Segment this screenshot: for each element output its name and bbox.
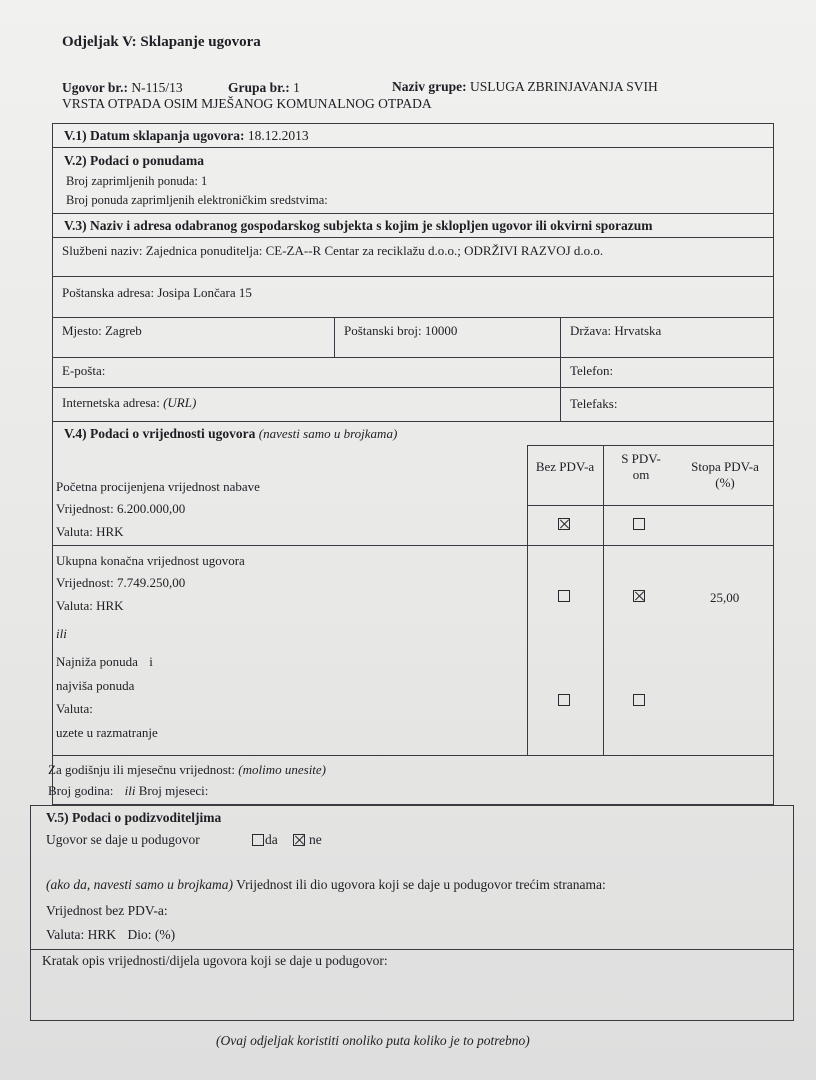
group-no <box>228 80 300 96</box>
final-currency-row <box>56 598 124 614</box>
section-title: Odjeljak V: Sklapanje ugovora <box>62 34 261 50</box>
v5-description-label: Kratak opis vrijednosti/dijela ugovora koji se daje u podugovor: <box>42 953 388 968</box>
v3-label: V.3) Naziv i adresa odabranog gospodarskog subjekta s kojim je sklopljen ugovor ili okvirni sporazum <box>64 218 653 233</box>
v4-label-hint: (navesti samo u brojkama) <box>258 426 398 441</box>
v1-label: V.1) Datum sklapanja ugovora: <box>64 128 245 143</box>
v5-currency-row <box>46 927 175 943</box>
initial-currency: HRK <box>96 524 124 539</box>
initial-title: Početna procijenjena vrijednost nabave <box>56 479 260 494</box>
lowest-bid-label: Najniža ponuda <box>56 654 138 669</box>
final-with-vat-checkbox[interactable] <box>633 590 645 602</box>
lowest-bid-row <box>56 654 153 670</box>
years-row <box>48 783 208 799</box>
v2-electronic-label: Broj ponuda zaprimljenih elektroničkim sredstvima: <box>66 193 328 207</box>
country-value: Hrvatska <box>614 323 662 338</box>
months-label: Broj mjeseci: <box>138 783 209 798</box>
v3-official-name <box>62 243 603 259</box>
initial-value: 6.200.000,00 <box>116 501 186 516</box>
contract-header-line1 <box>62 80 183 96</box>
group-no-value: 1 <box>293 80 300 95</box>
v5-label: V.5) Podaci o podizvoditeljima <box>46 810 222 825</box>
yes-label: da <box>265 832 278 847</box>
v3-postal-address <box>62 285 252 301</box>
final-currency: HRK <box>96 598 124 613</box>
subcontract-no-checkbox[interactable] <box>293 834 305 846</box>
postal-code-value: 10000 <box>424 323 458 338</box>
considered-label: uzete u razmatranje <box>56 725 158 740</box>
annual-label: Za godišnju ili mjesečnu vrijednost: <box>48 762 236 777</box>
contract-no-label: Ugovor br.: <box>62 80 129 95</box>
group-name-line2: VRSTA OTPADA OSIM MJEŠANOG KOMUNALNOG OTPADA <box>62 96 432 111</box>
initial-value-label: Vrijednost: <box>56 501 114 516</box>
official-name-label: Službeni naziv: <box>62 243 143 258</box>
years-label: Broj godina: <box>48 783 114 798</box>
country-label: Država: <box>570 323 612 338</box>
web-label: Internetska adresa: <box>62 395 160 410</box>
v5-currency-label: Valuta: <box>46 927 85 942</box>
group-name-value: USLUGA ZBRINJAVANJA SVIH <box>470 79 658 94</box>
final-without-vat-checkbox[interactable] <box>558 590 570 602</box>
v3-web <box>62 395 196 411</box>
v4-label: V.4) Podaci o vrijednosti ugovora <box>64 426 256 441</box>
fax-label: Telefaks: <box>570 396 618 411</box>
v5-share-label: Dio: <box>127 927 152 942</box>
city-label: Mjesto: <box>62 323 102 338</box>
no-label: ne <box>309 832 322 847</box>
v3-postal-code <box>344 323 457 339</box>
initial-currency-label: Valuta: <box>56 524 93 539</box>
v5-value-label: Vrijednost bez PDV-a: <box>46 903 168 918</box>
initial-value-row <box>56 501 185 517</box>
final-title: Ukupna konačna vrijednost ugovora <box>56 553 245 568</box>
annual-row <box>48 762 326 778</box>
v5-hint: (ako da, navesti samo u brojkama) <box>46 877 233 892</box>
postal-address-value: Josipa Lončara 15 <box>157 285 252 300</box>
v3-country <box>570 323 661 339</box>
initial-currency-row <box>56 524 124 540</box>
web-hint: (URL) <box>163 395 197 410</box>
v2-received <box>66 174 207 189</box>
v5-hint-rest: Vrijednost ili dio ugovora koji se daje u podugovor trećim stranama: <box>236 877 606 892</box>
v5-hint-row <box>46 877 606 893</box>
col-without-vat: Bez PDV-a <box>535 459 595 474</box>
col-vat-rate: Stopa PDV-a (%) <box>691 459 759 490</box>
postal-address-label: Poštanska adresa: <box>62 285 155 300</box>
subcontract-label: Ugovor se daje u podugovor <box>46 832 200 847</box>
phone-label: Telefon: <box>570 363 614 378</box>
v2-received-label: Broj zaprimljenih ponuda: <box>66 174 198 188</box>
group-no-label: Grupa br.: <box>228 80 290 95</box>
v5-currency: HRK <box>87 927 117 942</box>
footer-note: (Ovaj odjeljak koristiti onoliko puta koliko je to potrebno) <box>216 1033 530 1048</box>
years-or: ili <box>124 783 136 798</box>
initial-without-vat-checkbox[interactable] <box>558 518 570 530</box>
final-vat-rate: 25,00 <box>710 590 740 605</box>
range-with-vat-checkbox[interactable] <box>633 694 645 706</box>
col-with-vat: S PDV-om <box>621 451 661 482</box>
or-label: ili <box>56 626 67 641</box>
v3-city <box>62 323 142 339</box>
v2-label: V.2) Podaci o ponudama <box>64 153 205 168</box>
postal-code-label: Poštanski broj: <box>344 323 422 338</box>
v4-heading <box>64 426 397 442</box>
v1-date: 18.12.2013 <box>247 128 309 143</box>
group-name-label: Naziv grupe: <box>392 79 467 94</box>
city-value: Zagreb <box>104 323 142 338</box>
v5-share-unit: (%) <box>154 927 176 942</box>
v1-row <box>64 128 309 144</box>
final-value: 7.749.250,00 <box>116 575 186 590</box>
subcontract-yes-checkbox[interactable] <box>252 834 264 846</box>
contract-no-value: N-115/13 <box>131 80 183 95</box>
group-name <box>392 79 658 95</box>
annual-hint: (molimo unesite) <box>238 762 327 777</box>
final-currency-label: Valuta: <box>56 598 93 613</box>
final-value-row <box>56 575 185 591</box>
initial-with-vat-checkbox[interactable] <box>633 518 645 530</box>
range-currency-label: Valuta: <box>56 701 93 716</box>
v2-received-value: 1 <box>201 174 208 188</box>
official-name-value: Zajednica ponuditelja: CE-ZA--R Centar za reciklažu d.o.o.; ODRŽIVI RAZVOJ d.o.o. <box>145 243 604 258</box>
lowest-bid-sep: i <box>149 654 153 669</box>
range-without-vat-checkbox[interactable] <box>558 694 570 706</box>
highest-bid-label: najviša ponuda <box>56 678 135 693</box>
email-label: E-pošta: <box>62 363 106 378</box>
final-value-label: Vrijednost: <box>56 575 114 590</box>
